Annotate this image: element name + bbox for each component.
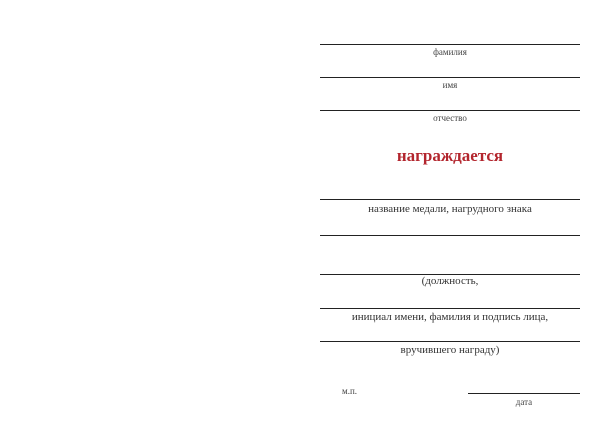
date-label: дата xyxy=(515,397,533,407)
awarded-title: награждается xyxy=(396,146,504,165)
position-label: (должность, xyxy=(421,275,479,287)
stamp-label: м.п. xyxy=(342,386,358,396)
presenter-line xyxy=(320,341,580,342)
medal-extra-line xyxy=(320,235,580,236)
presenter-label: вручившего награду) xyxy=(400,344,500,356)
surname-label: фамилия xyxy=(433,47,467,57)
name-label: имя xyxy=(442,80,458,90)
surname-line xyxy=(320,44,580,45)
patronymic-label: отчество xyxy=(433,113,467,123)
signer-label: инициал имени, фамилия и подпись лица, xyxy=(351,311,549,323)
signer-line xyxy=(320,308,580,309)
name-line xyxy=(320,77,580,78)
date-line xyxy=(468,393,580,394)
patronymic-line xyxy=(320,110,580,111)
medal-line xyxy=(320,199,580,200)
medal-label: название медали, нагрудного знака xyxy=(368,203,532,215)
